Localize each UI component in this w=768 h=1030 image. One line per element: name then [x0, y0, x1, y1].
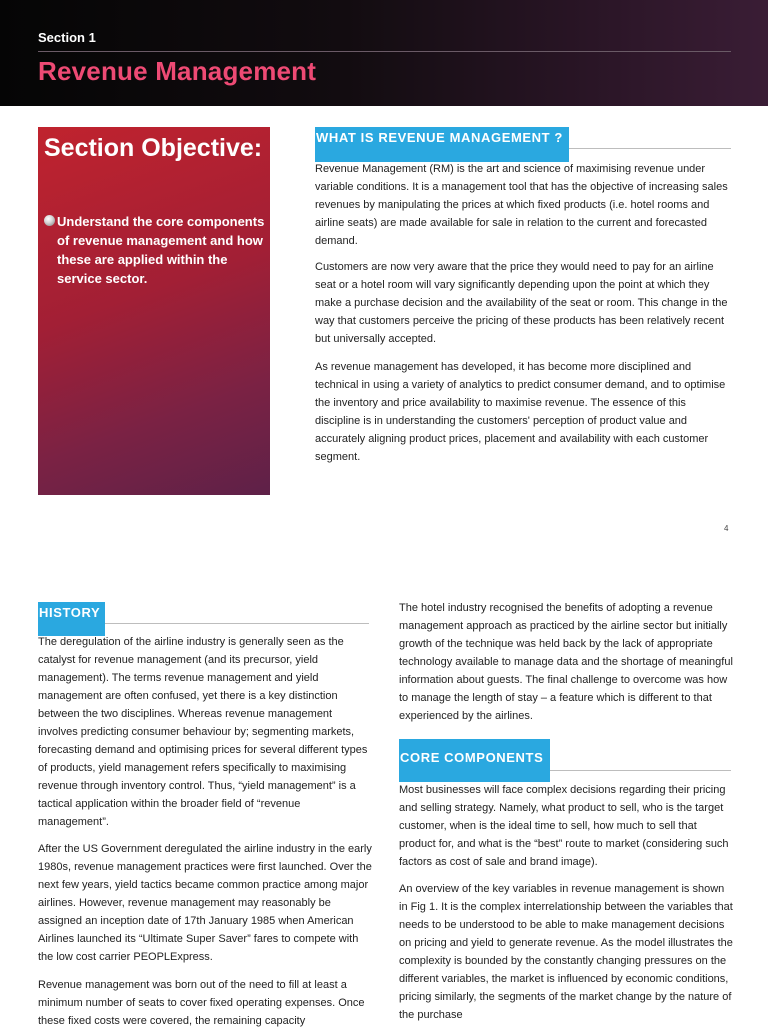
- core-paragraph-1: Most businesses will face complex decisions regarding their pricing and selling strategy. Namely, what product to sell, who is the target customer, when is the ideal time to sell, how much to sell that product for, and what is the “best” route to market (considering such factors as cost of sale and brand image).: [399, 784, 729, 868]
- heading-rule: [550, 770, 731, 771]
- core-paragraph-2: An overview of the key variables in revenue management is shown in Fig 1. It is the complex interrelationship between the variables that needs to be understood to be able to make management decisions on pricing and yield to generate revenue. As the model illustrates the complexity is bounded by the constantly changing pressures on the different variables, the market is influenced by economic conditions, pricing similarly, the segments of the market change by the nature of the purchase: [399, 883, 733, 1021]
- heading-rule: [569, 148, 731, 149]
- history-paragraph-1: The deregulation of the airline industry is generally seen as the catalyst for revenue management (and its precursor, yield management). The terms revenue management and yield management are often confused, yet there is a key distinction between the two disciplines. Whereas revenue management involves predicting consumer behaviour by; segmenting markets, forecasting demand and optimising prices for several different types of products, yield management refers specifically to maximising revenue through inventory control. Thus, “yield management” is a tactical application within the broader field of “revenue management”.: [38, 636, 368, 828]
- objective-title: Section Objective:: [44, 134, 263, 162]
- page-header: [0, 0, 768, 106]
- objective-bullet-text: Understand the core components of revenue management and how these are applied within the service sector.: [57, 214, 265, 286]
- what-is-paragraph-1: Revenue Management (RM) is the art and science of maximising revenue under variable conditions. It is a management tool that has the objective of increasing sales revenues by manipulating the prices at which fixed products (i.e. hotel rooms and airline seats) are made available for sale in relation to the current and forecasted demand.: [315, 163, 728, 247]
- hotel-industry-paragraph: The hotel industry recognised the benefits of adopting a revenue management approach as practiced by the airline sector but initially growth of the technique was held back by the lack of appropriate technology available to manage data and the shortage of meaningful information about guests. The final challenge to overcome was how to manage the length of stay – a feature which is different to that experienced by the airlines.: [399, 602, 733, 722]
- what-is-paragraph-3: As revenue management has developed, it has become more disciplined and technical in using a variety of analytics to predict consumer demand, and to optimise the inventory and price availability to maximise revenue. The essence of this discipline is in understanding the customers' perception of product value and accurately aligning product prices, placement and availability with each customer segment.: [315, 361, 726, 463]
- history-heading: HISTORY: [38, 602, 105, 636]
- section-label: Section 1: [38, 30, 96, 45]
- what-is-rm-heading: WHAT IS REVENUE MANAGEMENT ?: [315, 127, 569, 162]
- section-objective-box: [38, 127, 270, 495]
- page-title: Revenue Management: [38, 56, 317, 86]
- what-is-paragraph-2: Customers are now very aware that the price they would need to pay for an airline seat or a hotel room will vary significantly depending upon the point at which they make a purchase decision and the availability of the seat or room. This change in the way that customers perceive the pricing of these products has been relatively recent but universally accepted.: [315, 261, 728, 345]
- heading-rule: [105, 623, 369, 624]
- page-number: 4: [724, 524, 729, 533]
- history-paragraph-3: Revenue management was born out of the need to fill at least a minimum number of seats to cover fixed operating expenses. Once these fixed costs were covered, the remaining capacity: [38, 979, 365, 1027]
- core-components-heading: CORE COMPONENTS: [399, 739, 550, 782]
- header-divider: [38, 51, 731, 52]
- history-paragraph-2: After the US Government deregulated the airline industry in the early 1980s, revenue management practices were first launched. Over the next few years, yield tactics became common practice among major airlines. However, revenue management may reasonably be assigned an inception date of 17th January 1985 when American Airlines launched its “Ultimate Super Saver” fares to compete with the low cost carrier PEOPLExpress.: [38, 843, 372, 963]
- bullet-icon: [44, 215, 55, 226]
